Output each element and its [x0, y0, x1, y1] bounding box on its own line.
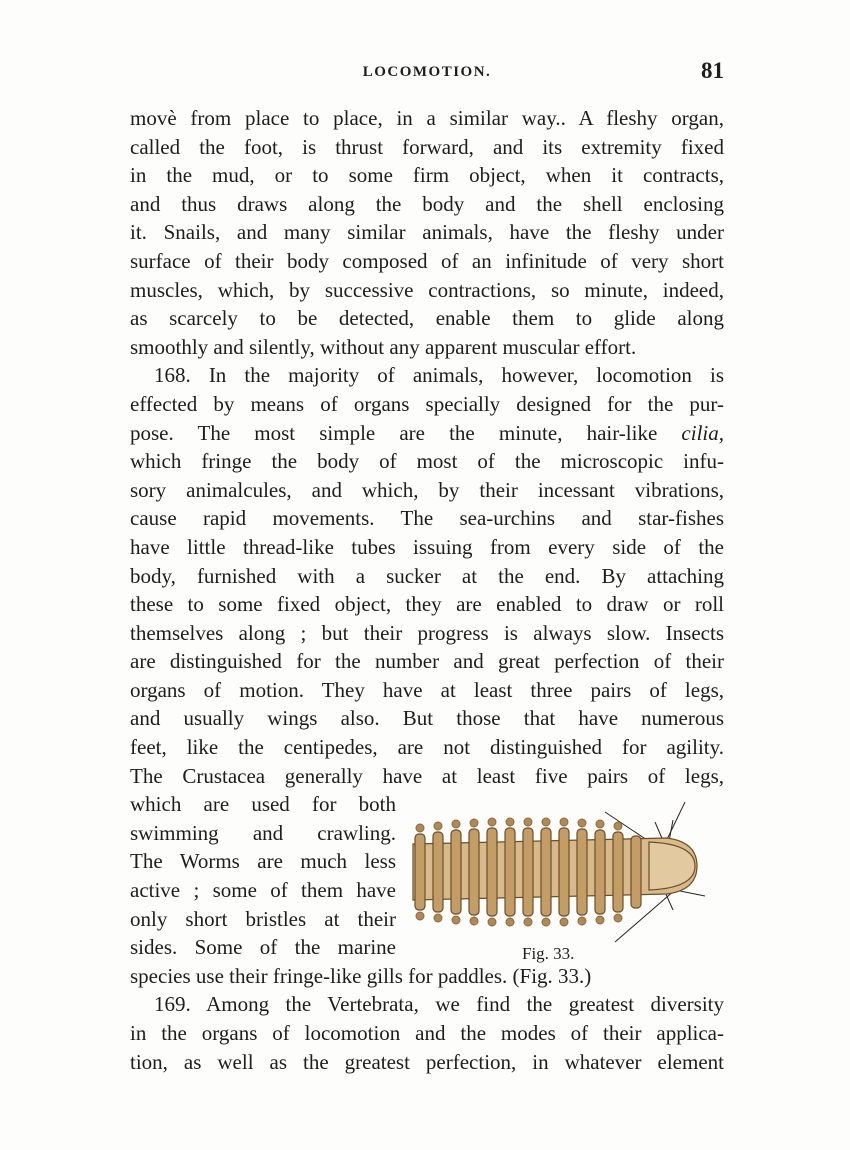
text-line: themselves along ; but their progress is always slow. Insects	[130, 620, 724, 645]
text-line: in the mud, or to some firm object, when it contracts,	[130, 163, 724, 188]
text-line: organs of motion. They have at least three pairs of legs,	[130, 677, 724, 702]
text-line: smoothly and silently, without any apparent muscular effort.	[130, 334, 637, 359]
text-line: effected by means of organs specially designed for the pur-	[130, 391, 724, 416]
text-line: swimming and crawling.	[130, 820, 396, 845]
text-line: tion, as well as the greatest perfection, in whatever element	[130, 1049, 724, 1074]
text-line: movè from place to place, in a similar way.. A fleshy organ,	[130, 106, 724, 130]
text-line: which fringe the body of most of the microscopic infu-	[130, 449, 724, 474]
text-line: sides. Some of the marine	[130, 935, 396, 960]
page-number: 81	[701, 58, 724, 83]
figure-caption: Fig. 33.	[522, 944, 575, 963]
text-line: The Worms are much less	[130, 849, 396, 874]
text-line: sory animalcules, and which, by their incessant vibrations,	[130, 477, 724, 502]
paragraph-169-start: 169. Among the Vertebrata, we find the greatest diversity	[154, 992, 724, 1017]
text-line: cause rapid movements. The sea-urchins and star-fishes	[130, 506, 724, 531]
text-line: only short bristles at their	[130, 906, 396, 931]
page-header	[130, 58, 724, 88]
text-line: as scarcely to be detected, enable them to glide along	[130, 306, 724, 331]
text-line: it. Snails, and many similar animals, have the fleshy under	[130, 220, 724, 245]
text-fragment: pose. The most simple are the minute, hair-like	[130, 420, 658, 445]
italic-term-cilia: cilia,	[681, 420, 724, 445]
text-line: species use their fringe-like gills for paddles. (Fig. 33.)	[130, 963, 592, 988]
text-line: have little thread-like tubes issuing from every side of the	[130, 534, 724, 559]
text-line: and usually wings also. But those that have numerous	[130, 706, 724, 731]
text-line-with-italic	[130, 419, 724, 448]
text-line: in the organs of locomotion and the modes of their applica-	[130, 1021, 724, 1045]
text-line: surface of their body composed of an infinitude of very short	[130, 248, 724, 273]
paragraph-168-start: 168. In the majority of animals, however, locomotion is	[154, 363, 724, 388]
text-line: active ; some of them have	[130, 878, 396, 903]
text-line: called the foot, is thrust forward, and its extremity fixed	[130, 134, 724, 159]
text-line: body, furnished with a sucker at the end. By attaching	[130, 563, 724, 588]
text-line: are distinguished for the number and great perfection of their	[130, 649, 724, 674]
text-line: these to some fixed object, they are enabled to draw or roll	[130, 592, 724, 617]
text-line: The Crustacea generally have at least five pairs of legs,	[130, 763, 724, 788]
text-line: which are used for both	[130, 792, 396, 817]
text-line: feet, like the centipedes, are not distinguished for agility.	[130, 735, 724, 760]
running-head: LOCOMOTION.	[362, 64, 492, 80]
text-line: and thus draws along the body and the shell enclosing	[130, 191, 724, 216]
text-line: muscles, which, by successive contractions, so minute, indeed,	[130, 277, 724, 302]
